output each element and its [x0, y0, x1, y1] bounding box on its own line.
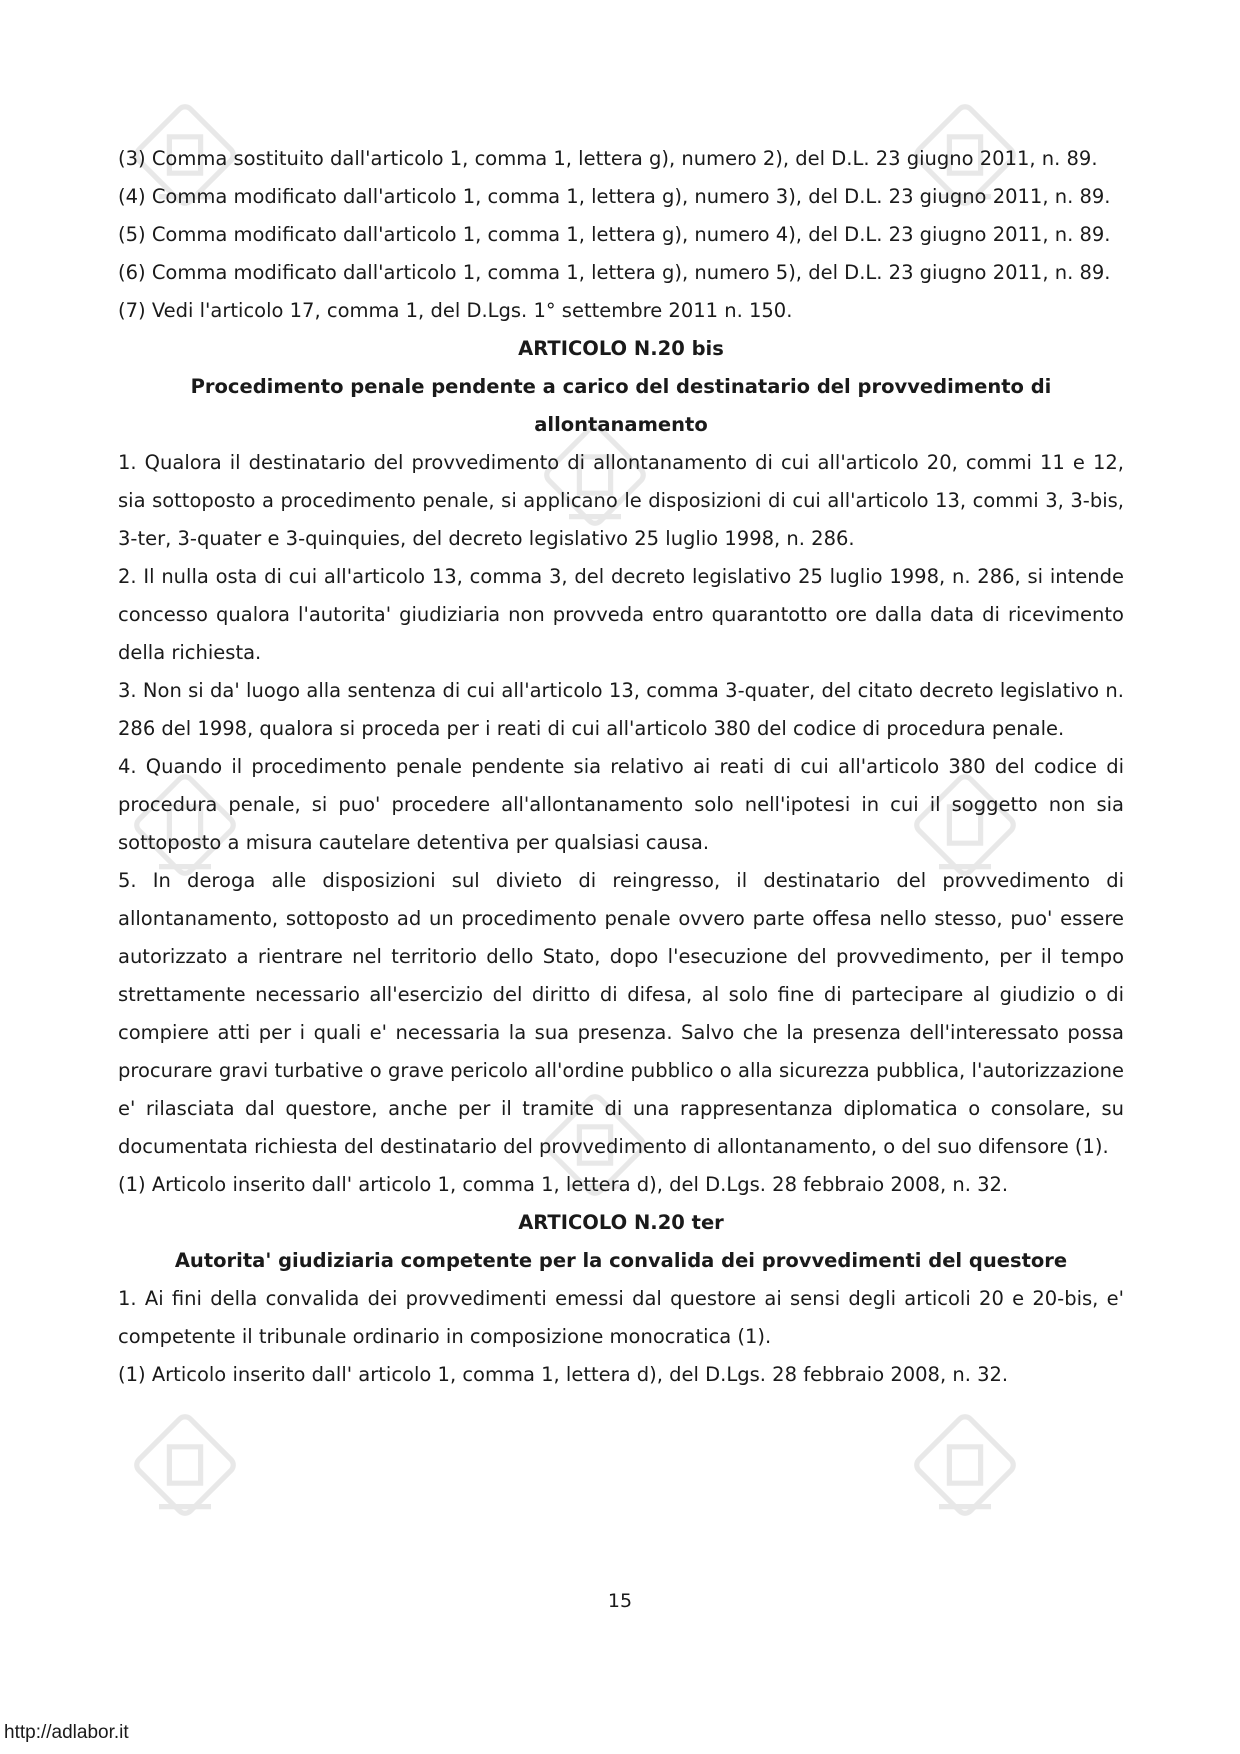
article-title: Procedimento penale pendente a carico del destinatario del provvedimento di allontanamento	[190, 375, 1052, 436]
footnote: (4) Comma modificato dall'articolo 1, comma 1, lettera g), numero 3), del D.L. 23 giugno 2011, n. 89.	[118, 185, 1111, 208]
article-note: (1) Articolo inserito dall' articolo 1, comma 1, lettera d), del D.Lgs. 28 febbraio 2008, n. 32.	[118, 1173, 1009, 1196]
watermark-logo-icon	[120, 1400, 250, 1530]
article-note: (1) Articolo inserito dall' articolo 1, comma 1, lettera d), del D.Lgs. 28 febbraio 2008, n. 32.	[118, 1363, 1009, 1386]
article-paragraph: 1. Qualora il destinatario del provvedimento di allontanamento di cui all'articolo 20, commi 11 e 12, sia sottoposto a procedimento penale, si applicano le disposizioni di cui all'articolo 13, commi 3, 3-bis, 3-ter, 3-quater e 3-quinquies, del decreto legislativo 25 luglio 1998, n. 286.	[118, 451, 1124, 550]
article-paragraph: 2. Il nulla osta di cui all'articolo 13, comma 3, del decreto legislativo 25 luglio 1998, n. 286, si intende concesso qualora l'autorita' giudiziaria non provveda entro quarantotto ore dalla data di ricevimento della richiesta.	[118, 565, 1124, 664]
article-title: Autorita' giudiziaria competente per la convalida dei provvedimenti del questore	[174, 1249, 1068, 1272]
article-heading: ARTICOLO N.20 ter	[518, 1211, 724, 1234]
footnote: (6) Comma modificato dall'articolo 1, comma 1, lettera g), numero 5), del D.L. 23 giugno 2011, n. 89.	[118, 261, 1111, 284]
article-paragraph: 5. In deroga alle disposizioni sul divieto di reingresso, il destinatario del provvedimento di allontanamento, sottoposto ad un procedimento penale ovvero parte offesa nello stesso, puo' essere autorizzato a rientrare nel territorio dello Stato, dopo l'esecuzione del provvedimento, per il tempo strettamente necessario all'esercizio del diritto di difesa, al solo fine di partecipare al giudizio o di compiere atti per i quali e' necessaria la sua presenza. Salvo che la presenza dell'interessato possa procurare gravi turbative o grave pericolo all'ordine pubblico o alla sicurezza pubblica, l'autorizzazione e' rilasciata dal questore, anche per il tramite di una rappresentanza diplomatica o consolare, su documentata richiesta del destinatario del provvedimento di allontanamento, o del suo difensore (1).	[118, 869, 1124, 1158]
page-number: 15	[607, 1590, 633, 1612]
article-paragraph: 1. Ai fini della convalida dei provvedimenti emessi dal questore ai sensi degli articoli 20 e 20-bis, e' competente il tribunale ordinario in composizione monocratica (1).	[118, 1287, 1124, 1348]
footnote: (5) Comma modificato dall'articolo 1, comma 1, lettera g), numero 4), del D.L. 23 giugno 2011, n. 89.	[118, 223, 1111, 246]
footnote: (3) Comma sostituito dall'articolo 1, comma 1, lettera g), numero 2), del D.L. 23 giugno 2011, n. 89.	[118, 147, 1098, 170]
document-body	[118, 140, 1124, 1394]
article-paragraph: 4. Quando il procedimento penale pendente sia relativo ai reati di cui all'articolo 380 del codice di procedura penale, si puo' procedere all'allontanamento solo nell'ipotesi in cui il soggetto non sia sottoposto a misura cautelare detentiva per qualsiasi causa.	[118, 755, 1124, 854]
watermark-logo-icon	[900, 1400, 1030, 1530]
article-paragraph: 3. Non si da' luogo alla sentenza di cui all'articolo 13, comma 3-quater, del citato decreto legislativo n. 286 del 1998, qualora si proceda per i reati di cui all'articolo 380 del codice di procedura penale.	[118, 679, 1124, 740]
footer-url[interactable]: http://adlabor.it	[4, 1722, 129, 1743]
article-heading: ARTICOLO N.20 bis	[518, 337, 724, 360]
footnote: (7) Vedi l'articolo 17, comma 1, del D.Lgs. 1° settembre 2011 n. 150.	[118, 299, 793, 322]
